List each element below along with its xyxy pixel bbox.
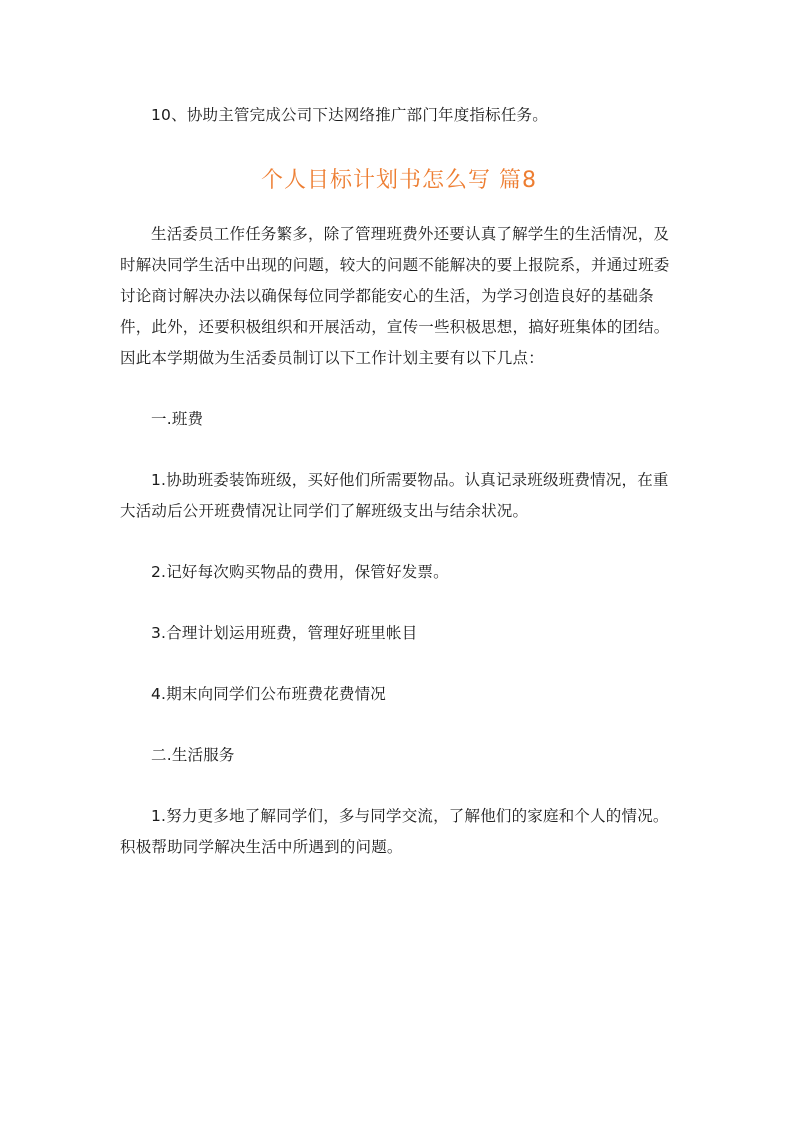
section2-item-1: 1.努力更多地了解同学们，多与同学交流，了解他们的家庭和个人的情况。积极帮助同学解决生活中所遇到的问题。 — [120, 807, 669, 856]
section1-item-2: 2.记好每次购买物品的费用，保管好发票。 — [151, 563, 449, 581]
section-title: 个人目标计划书怎么写 篇8 — [261, 168, 537, 193]
section1-item-1: 1.协助班委装饰班级，买好他们所需要物品。认真记录班级班费情况，在重大活动后公开班费情况让同学们了解班级支出与结余状况。 — [120, 471, 669, 520]
section1-item-3: 3.合理计划运用班费，管理好班里帐目 — [151, 624, 418, 642]
intro-paragraph: 生活委员工作任务繁多，除了管理班费外还要认真了解学生的生活情况，及时解决同学生活中出现的问题，较大的问题不能解决的要上报院系，并通过班委讨论商讨解决办法以确保每位同学都能安心的生活，为学习创造良好的基础条件，此外，还要积极组织和开展活动，宣传一些积极思想，搞好班集体的团结。因此本学期做为生活委员制订以下工作计划主要有以下几点： — [120, 225, 670, 367]
section2-heading: 二.生活服务 — [151, 746, 235, 764]
section1-heading: 一.班费 — [151, 410, 204, 428]
lead-item: 10、协助主管完成公司下达网络推广部门年度指标任务。 — [151, 106, 548, 124]
document-body — [120, 100, 678, 863]
section1-item-4: 4.期末向同学们公布班费花费情况 — [151, 685, 386, 703]
